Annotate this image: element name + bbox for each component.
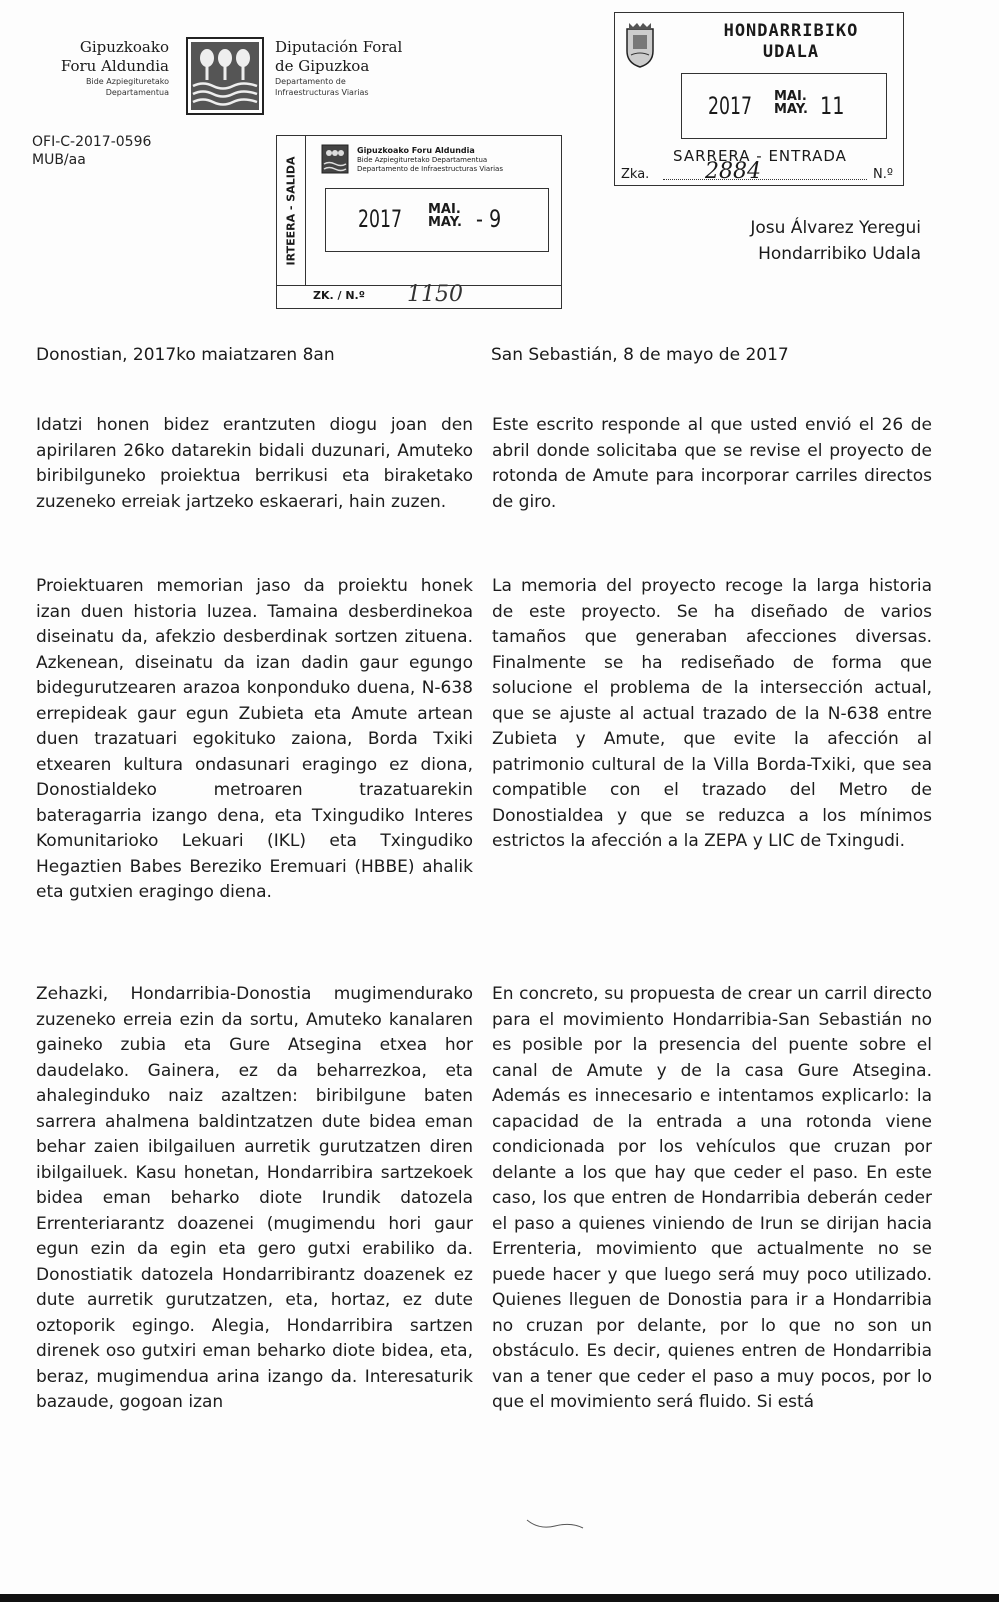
hondarribia-crest-icon (623, 21, 657, 69)
date-basque: Donostian, 2017ko maiatzaren 8an (36, 345, 335, 365)
stamp-year: 2017 (358, 205, 402, 233)
incoming-registry-stamp (614, 12, 904, 186)
paragraph-text: Este escrito responde al que usted envió el 26 de abril donde solicitaba que se revise el proyecto de rotonda de Amute para incorporar carriles directos de giro. (492, 415, 932, 512)
incoming-stamp-number-suffix: N.º (873, 167, 893, 182)
letterhead-basque-line2: Foru Aldundia (60, 57, 169, 75)
stamp-side-text: IRTEERA - SALIDA (284, 156, 298, 266)
letterhead-spanish-dept1: Departamento de (275, 77, 346, 86)
stamp-month-es: MAY. (428, 215, 462, 230)
stamp-header-line1: Gipuzkoako Foru Aldundia (357, 146, 475, 155)
gipuzkoa-shield-logo (185, 36, 265, 116)
letterhead-basque-dept1: Bide Azpiegituretako (86, 77, 169, 86)
letterhead-basque (61, 38, 169, 98)
stamp-day: - 9 (476, 205, 502, 233)
stamp-number-label: ZK. / N.º (313, 289, 365, 302)
stamp-number-value: 1150 (407, 282, 463, 307)
stamp-header (357, 146, 503, 174)
paragraph-text: Idatzi honen bidez erantzuten diogu joan den apirilaren 26ko datarekin bidali duzunari, Amuteko biribilguneko proiektua berrikusi eta biraketako zuzeneko erreiak jartzeko eskaerari, hain zuzen. (36, 415, 473, 512)
date-spanish: San Sebastián, 8 de mayo de 2017 (491, 345, 789, 365)
stamp-date-box (325, 188, 549, 252)
stamp-side-label (277, 136, 306, 286)
basque-paragraph-1 (36, 413, 473, 515)
incoming-stamp-month (774, 90, 808, 116)
spanish-paragraph-2 (492, 574, 932, 855)
incoming-stamp-month-es: MAY. (774, 102, 808, 117)
pen-mark (525, 1516, 585, 1532)
incoming-stamp-day: 11 (820, 92, 845, 120)
incoming-stamp-date-box (681, 73, 887, 139)
letterhead-spanish (275, 38, 402, 98)
stamp-header-line2: Bide Azpiegituretako Departamentua (357, 156, 488, 164)
spanish-paragraph-1 (492, 413, 932, 515)
letterhead-spanish-dept2: Infraestructuras Viarias (275, 88, 369, 97)
incoming-stamp-title-line2: UDALA (762, 42, 820, 62)
stamp-shield-icon (321, 144, 349, 174)
stamp-month (428, 203, 462, 229)
recipient-organization: Hondarribiko Udala (758, 244, 921, 264)
stamp-number-row (277, 282, 561, 308)
reference-initials: MUB/aa (32, 152, 86, 168)
spanish-paragraph-3 (492, 982, 932, 1416)
incoming-stamp-entry-label: SARRERA - ENTRADA (673, 147, 847, 165)
reference-block (32, 133, 151, 169)
basque-paragraph-3 (36, 982, 473, 1416)
stamp-header-line3: Departamento de Infraestructuras Viarias (357, 165, 503, 173)
incoming-stamp-number-value: 2884 (705, 159, 761, 184)
paragraph-text: La memoria del proyecto recoge la larga historia de este proyecto. Se ha diseñado de varios tamaños que generaban afecciones diversas. Finalmente se ha rediseñado de forma que solucione el problema de la intersección actual, que se ajuste al actual trazado de la N-638 entre Zubieta y Amute, que evite la afección al patrimonio cultural de la Villa Borda-Txiki, que sea compatible con el trazado del Metro de Donostialdea y que se reduzca a los mínimos estrictos la afección a la ZEPA y LIC de Txingudi. (492, 576, 932, 851)
letterhead-basque-line1: Gipuzkoako (79, 38, 169, 56)
incoming-stamp-year: 2017 (708, 92, 752, 120)
paragraph-text: Zehazki, Hondarribia-Donostia mugimendurako zuzeneko erreia ezin da sortu, Amuteko kanalaren gaineko zubia eta Gure Atsegina etxea hor daudelako. Gainera, ez da beharrezkoa, eta ahaleginduko naiz azaltzen: biribilgune baten sarrera ahalmena baldintzatzen dute bidea eman behar zaien ibilgailuen aurretik gurutzatzen diren ibilgailuek. Kasu honetan, Hondarribira sartzekoek bidea eman beharko diote Irundik datozela Errenteriarantz doazenei (mugimendu hori gaur egun ezin da egin eta gero gutxi erabiliko da. Donostiatik datozela Hondarribirantz doazenek ez dute aurretik gurutzatzen, eta, hortaz, ez dute oztoporik egingo. Alegia, Hondarribira sartzen direnek oso gutxiri eman beharko diote bidea, eta, beraz, mugimendua arina izango da. Interesaturik bazaude, gogoan izan (36, 984, 473, 1412)
paragraph-text: Proiektuaren memorian jaso da proiektu honek izan duen historia luzea. Tamaina desberdinekoa diseinatu da, afekzio desberdinak sortzen zituena. Azkenean, diseinatu da izan dadin gaur egungo bidegurutzearen arazoa konponduko duena, N-638 errepideak gaur egun Zubieta eta Amute artean duen trazatuari egokituko zaiona, Borda Txiki etxearen kultura ondasunari eragingo ez diona, Donostialdeko metroaren trazatuarekin bateragarria izango dena, eta Txingudiko Interes Komunitarioko Lekuari (IKL) eta Txingudiko Hegaztien Babes Bereziko Eremuari (HBBE) ahalik eta gutxien eragingo diena. (36, 576, 473, 902)
letterhead-spanish-line2: de Gipuzkoa (275, 57, 370, 75)
incoming-stamp-number-label: Zka. (621, 167, 650, 182)
incoming-stamp-month-eu: MAI. (774, 89, 807, 104)
letterhead-spanish-line1: Diputación Foral (275, 38, 403, 56)
stamp-month-eu: MAI. (428, 202, 461, 217)
incoming-stamp-title-line1: HONDARRIBIKO (723, 21, 859, 41)
recipient-name: Josu Álvarez Yeregui (750, 218, 921, 238)
incoming-stamp-dotted-line (663, 179, 867, 180)
paragraph-text: En concreto, su propuesta de crear un carril directo para el movimiento Hondarribia-San Sebastián no es posible por la presencia del puente sobre el canal de Amute y de la casa Gure Atsegina. Además es innecesario e intentamos explicarlo: la capacidad de la entrada a una rotonda viene condicionada por los vehículos que cruzan por delante a los que hay que ceder el paso. En este caso, los que entren de Hondarribia deberán ceder el paso a quienes viniendo de Irun se dirijan hacia Errenteria, movimiento que actualmente no se puede hacer y que luego será muy poco utilizado. Quienes lleguen de Donostia para ir a Hondarribia no cruzan por delante, por lo que no son un obstáculo. Es decir, quienes entren de Hondarribia van a tener que ceder el paso a muy pocos, por lo que el movimiento será fluido. Si está (492, 984, 932, 1412)
letterhead-basque-dept2: Departamentua (105, 88, 169, 97)
incoming-stamp-title (681, 21, 901, 63)
recipient-block (750, 215, 921, 267)
reference-code: OFI-C-2017-0596 (32, 134, 152, 150)
outgoing-registry-stamp (276, 135, 562, 309)
scan-bottom-edge (0, 1594, 999, 1602)
basque-paragraph-2 (36, 574, 473, 906)
